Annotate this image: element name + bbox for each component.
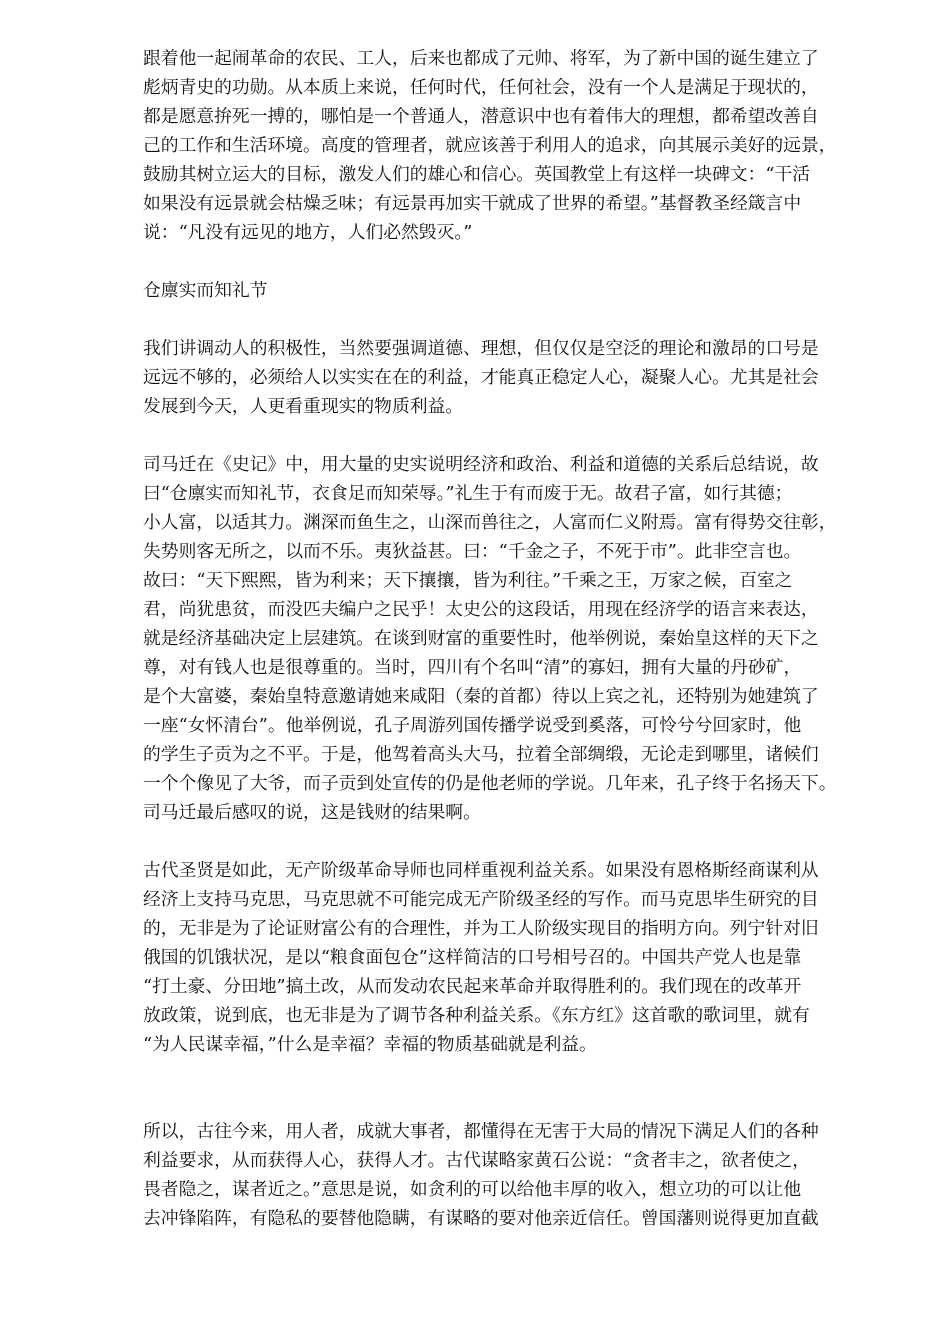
paragraph-revolutionary-mentors: 古代圣贤是如此，无产阶级革命导师也同样重视利益关系。如果没有恩格斯经商谋利从 经济上支持马克思，马克思就不可能完成无产阶级圣经的写作。而马克思毕生研究的目 的，无非是为了论证财富公有的合理性，并为工人阶级实现目的指明方向。列宁针对旧 俄国的饥饿状况，是以“粮食面包仓”这样简洁的口号相号召的。中国共产党人也是靠 “打土豪、分田地”搞土改，从而发动农民起来革命并取得胜利的。我们现在的改革开 放政策，说到底，也无非是为了调节各种利益关系。《东方红》这首歌的歌词里，就有 “为人民谋幸福，”什么是幸福？幸福的物质基础就是利益。 — [143, 860, 819, 1055]
paragraph-sima-qian: 司马迁在《史记》中，用大量的史实说明经济和政治、利益和道德的关系后总结说，故 曰“仓廪实而知礼节，衣食足而知荣辱。”礼生于有而废于无。故君子富，如行其德； 小人富，以适其力。渊深而鱼生之，山深而兽往之，人富而仁义附焉。富有得势交往彰， 失势则客无所之，以而不乐。夷狄益甚。曰：“千金之子，不死于市”。此非空言也。 故曰：“天下熙熙，皆为利来；天下攘攘，皆为利往。”千乘之王，万家之候，百室之 君，尚犹患贫，而没匹夫编户之民乎！太史公的这段话，用现在经济学的语言来表达， 就是经济基础决定上层建筑。在谈到财富的重要性时，他举例说，秦始皇这样的天下之 尊，对有钱人也是很尊重的。当时，四川有个名叫“清”的寡妇，拥有大量的丹砂矿， 是个大富婆，秦始皇特意邀请她来咸阳（秦的首都）待以上宾之礼，还特别为她建筑了 一座“女怀清台”。他举例说，孔子周游列国传播学说受到奚落，可怜兮兮回家时，他 的学生子贡为之不平。于是，他驾着高头大马，拉着全部绸缎，无论走到哪里，诸候们 一个个像见了大爷，而子贡到处宣传的仍是他老师的学说。几年来，孔子终于名扬天下。 司马迁最后感叹的说，这是钱财的结果啊。 — [143, 454, 837, 823]
paragraph-revolution-vision: 跟着他一起闹革命的农民、工人，后来也都成了元帅、将军，为了新中国的诞生建立了 彪炳青史的功勋。从本质上来说，任何时代，任何社会，没有一个人是满足于现状的， 都是愿意拚死一搏的，哪怕是一个普通人，潜意识中也有着伟大的理想，都希望改善自 己的工作和生活环境。高度的管理者，就应该善于利用人的追求，向其展示美好的远景， 鼓励其树立运大的目标，激发人们的雄心和信心。英国教堂上有这样一块碑文：“干活 如果没有远景就会枯燥乏味；有远景再加实干就成了世界的希望。”基督教圣经箴言中 说：“凡没有远见的地方，人们必然毁灭。” — [143, 48, 837, 243]
document-body — [143, 44, 891, 1233]
paragraph-spacer — [143, 305, 891, 334]
paragraph-conclusion: 所以，古往今来，用人者，成就大事者，都懂得在无害于大局的情况下满足人们的各种 利益要求，从而获得人心，获得人才。古代谋略家黄石公说：“贪者丰之，欲者使之， 畏者隐之，谋者近之。”意思是说，如贪利的可以给他丰厚的收入，想立功的可以让他 去冲锋陷阵，有隐私的要替他隐瞒，有谋略的要对他亲近信任。曾国藩则说得更加直截 — [143, 1121, 819, 1229]
paragraph-spacer — [143, 827, 891, 856]
paragraph-spacer — [143, 1059, 891, 1117]
section-heading: 仓廪实而知礼节 — [143, 280, 268, 301]
paragraph-spacer — [143, 247, 891, 276]
paragraph-spacer — [143, 421, 891, 450]
paragraph-material-interest: 我们讲调动人的积极性，当然要强调道德、理想，但仅仅是空泛的理论和激昂的口号是 远远不够的，必须给人以实实在在的利益，才能真正稳定人心，凝聚人心。尤其是社会 发展到今天，人更看重现实的物质利益。 — [143, 338, 819, 417]
